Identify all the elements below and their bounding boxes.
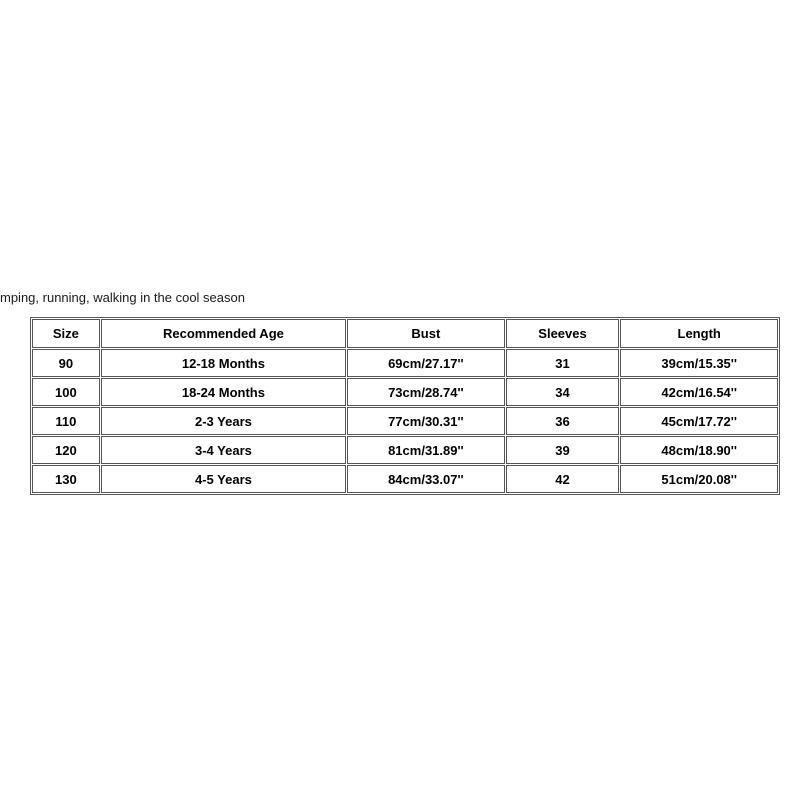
cell-length: 48cm/18.90''	[620, 436, 778, 464]
cell-recommended-age: 4-5 Years	[101, 465, 346, 493]
table-row	[32, 407, 778, 435]
cell-size: 120	[32, 436, 100, 464]
cell-sleeves: 42	[506, 465, 620, 493]
cell-length: 39cm/15.35''	[620, 349, 778, 377]
cell-size: 130	[32, 465, 100, 493]
header-length: Length	[620, 319, 778, 348]
cell-bust: 69cm/27.17''	[347, 349, 505, 377]
cell-bust: 84cm/33.07''	[347, 465, 505, 493]
header-size: Size	[32, 319, 100, 348]
cell-bust: 73cm/28.74''	[347, 378, 505, 406]
cell-recommended-age: 3-4 Years	[101, 436, 346, 464]
cell-bust: 81cm/31.89''	[347, 436, 505, 464]
description-text: mping, running, walking in the cool season	[0, 290, 245, 305]
header-sleeves: Sleeves	[506, 319, 620, 348]
cell-recommended-age: 12-18 Months	[101, 349, 346, 377]
header-recommended-age: Recommended Age	[101, 319, 346, 348]
table-row	[32, 349, 778, 377]
table-header-row	[32, 319, 778, 348]
cell-sleeves: 39	[506, 436, 620, 464]
cell-length: 42cm/16.54''	[620, 378, 778, 406]
table-row	[32, 436, 778, 464]
cell-recommended-age: 2-3 Years	[101, 407, 346, 435]
cell-sleeves: 36	[506, 407, 620, 435]
cell-size: 90	[32, 349, 100, 377]
size-chart-table	[30, 317, 780, 495]
cell-bust: 77cm/30.31''	[347, 407, 505, 435]
cell-sleeves: 34	[506, 378, 620, 406]
cell-length: 45cm/17.72''	[620, 407, 778, 435]
header-bust: Bust	[347, 319, 505, 348]
cell-length: 51cm/20.08''	[620, 465, 778, 493]
table-row	[32, 378, 778, 406]
cell-sleeves: 31	[506, 349, 620, 377]
cell-size: 100	[32, 378, 100, 406]
cell-size: 110	[32, 407, 100, 435]
table-row	[32, 465, 778, 493]
cell-recommended-age: 18-24 Months	[101, 378, 346, 406]
